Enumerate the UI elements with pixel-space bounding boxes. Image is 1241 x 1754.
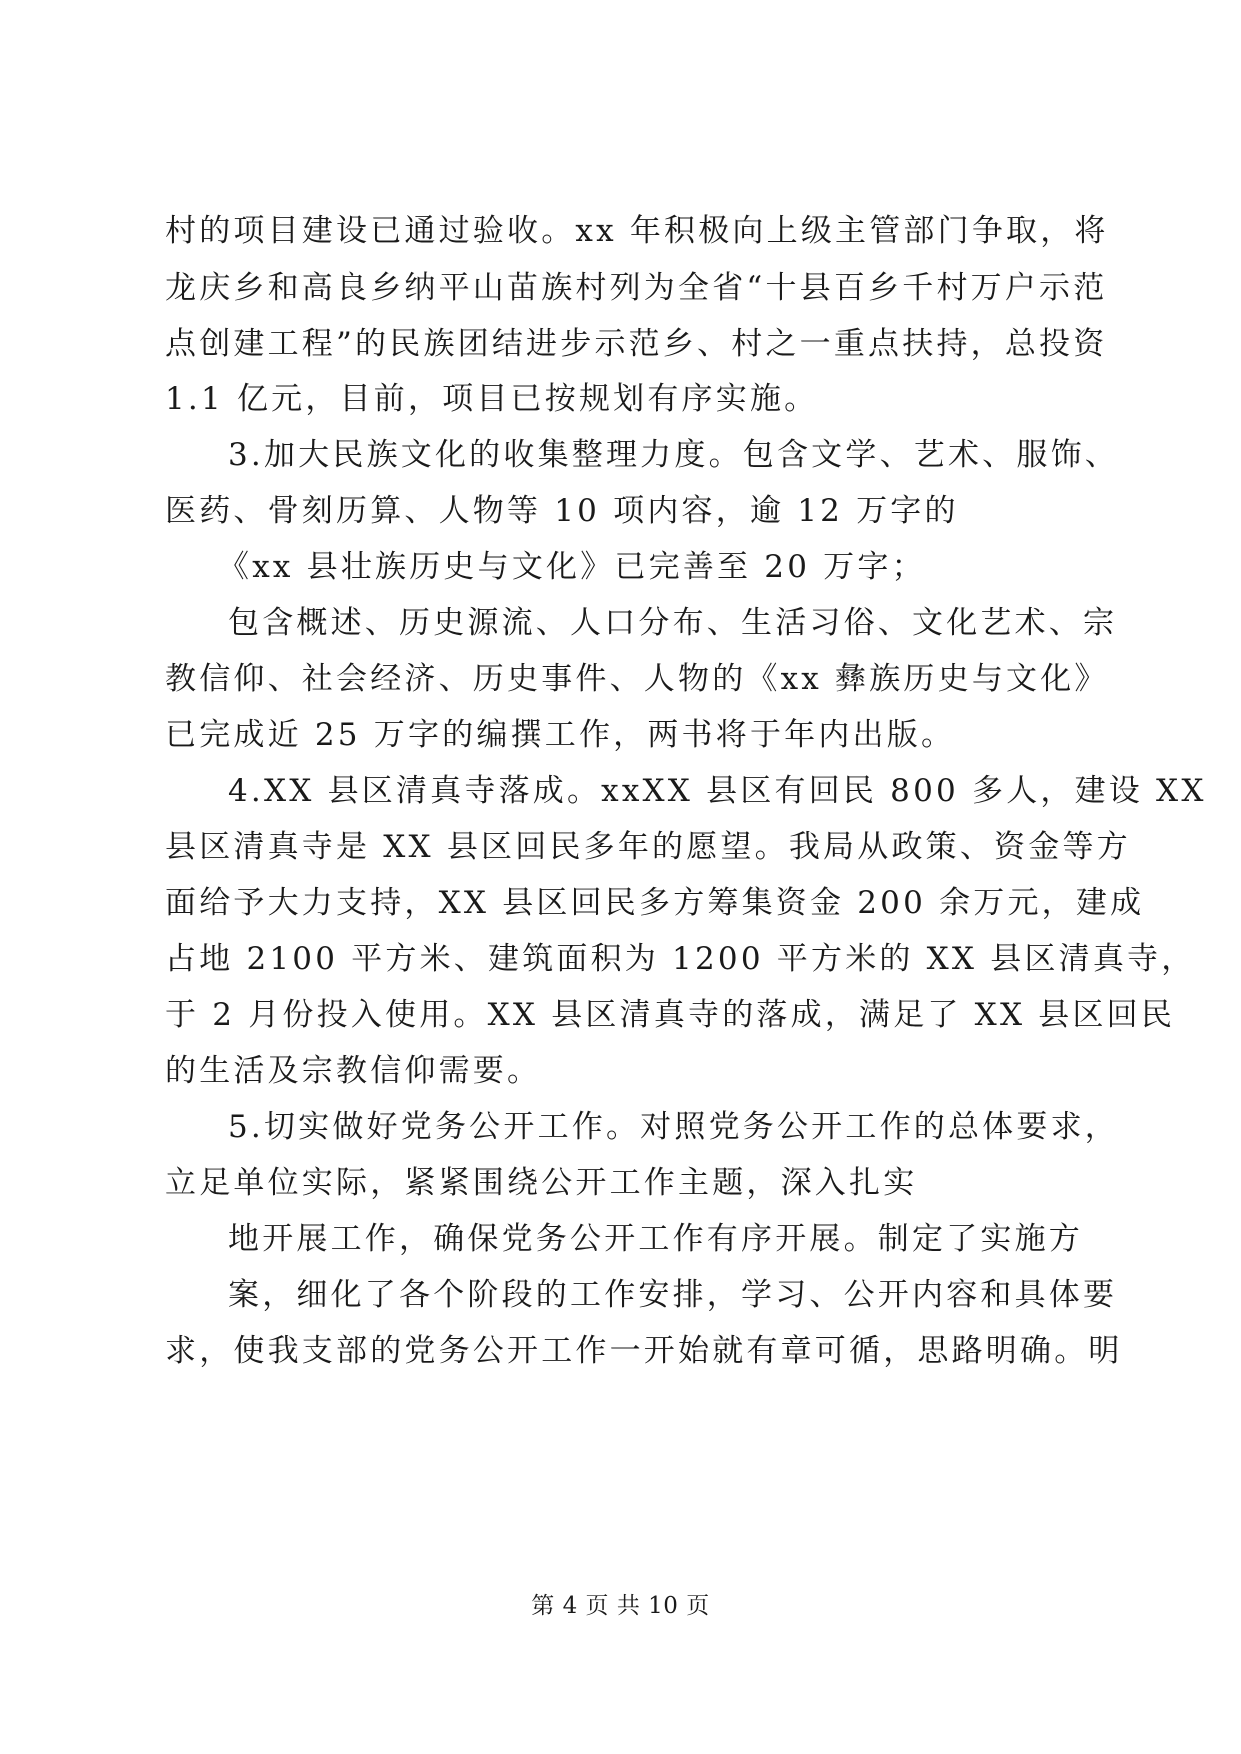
text-line-6: 医药、骨刻历算、人物等 10 项内容，逾 12 万字的 [165,493,959,529]
text-line-3: 点创建工程”的民族团结进步示范乡、村之一重点扶持，总投资 [165,326,1108,362]
text-line-1: 村的项目建设已通过验收。xx 年积极向上级主管部门争取，将 [165,213,1109,249]
text-line-21: 求，使我支部的党务公开工作一开始就有章可循，思路明确。明 [165,1333,1123,1369]
text-line-7: 《xx 县壮族历史与文化》已完善至 20 万字； [218,549,926,585]
page-number-footer: 第 4 页 共 10 页 [531,1593,710,1619]
text-line-8: 包含概述、历史源流、人口分布、生活习俗、文化艺术、宗 [228,605,1118,641]
text-line-16: 的生活及宗教信仰需要。 [165,1053,542,1089]
text-line-4: 1.1 亿元，目前，项目已按规划有序实施。 [165,381,819,417]
text-line-19: 地开展工作，确保党务公开工作有序开展。制定了实施方 [228,1221,1083,1257]
text-line-14: 占地 2100 平方米、建筑面积为 1200 平方米的 XX 县区清真寺， [165,941,1196,977]
text-line-15: 于 2 月份投入使用。XX 县区清真寺的落成，满足了 XX 县区回民 [165,997,1176,1033]
paragraph-4-heading: 4.XX 县区清真寺落成。xxXX 县区有回民 800 多人，建设 XX [228,773,1207,809]
text-line-12: 县区清真寺是 XX 县区回民多年的愿望。我局从政策、资金等方 [165,829,1131,865]
paragraph-3-heading: 3.加大民族文化的收集整理力度。包含文学、艺术、服饰、 [228,437,1119,473]
text-line-13: 面给予大力支持，XX 县区回民多方筹集资金 200 余万元，建成 [165,885,1145,921]
text-line-18: 立足单位实际，紧紧围绕公开工作主题，深入扎实 [165,1165,918,1201]
text-line-9: 教信仰、社会经济、历史事件、人物的《xx 彝族历史与文化》 [165,661,1109,697]
text-line-20: 案，细化了各个阶段的工作安排，学习、公开内容和具体要 [228,1277,1118,1313]
text-line-2: 龙庆乡和高良乡纳平山苗族村列为全省“十县百乡千村万户示范 [165,270,1108,306]
text-line-10: 已完成近 25 万字的编撰工作，两书将于年内出版。 [165,717,956,753]
paragraph-5-heading: 5.切实做好党务公开工作。对照党务公开工作的总体要求， [228,1109,1119,1145]
